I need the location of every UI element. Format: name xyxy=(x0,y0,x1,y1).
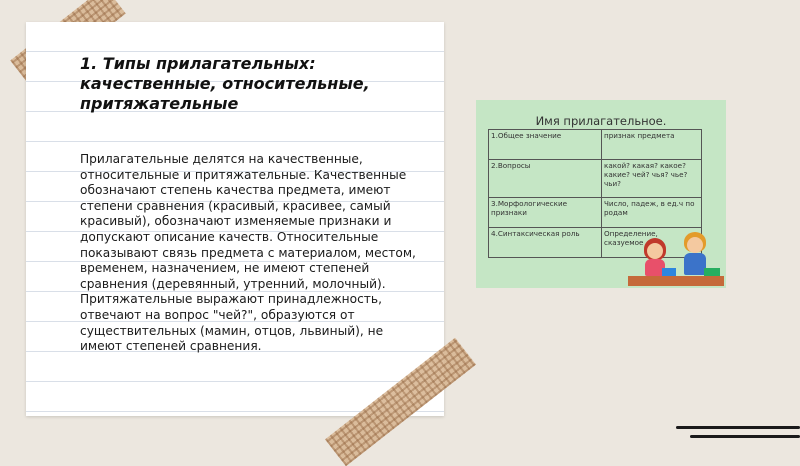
slide-body-text: Прилагательные делятся на качественные, относительные и притяжательные. Качественные обозначают степень качества предмета, имеют степени сравнения (красивый, красивее, самый красивый), обозначают изменяемые признаки и допускают описание качеств. Относительные показывают связь предмета с материалом, местом, временем, назначением, не имеют степеней сравнения (деревянный, утренний, молочный). Притяжательные выражают принадлежность, отвечают на вопрос "чей?", образуются от существительных (мамин, отцов, львиный), не имеют степеней сравнения. xyxy=(80,152,416,354)
table-row xyxy=(489,160,702,198)
table-row xyxy=(489,198,702,228)
table-row xyxy=(489,228,702,258)
desk-shape xyxy=(628,276,724,286)
adjective-table-image xyxy=(476,100,726,288)
table-cell: 1.Общее значение xyxy=(489,130,602,160)
adjective-table xyxy=(488,129,702,258)
decorative-line xyxy=(676,426,800,429)
table-cell: 3.Морфологические признаки xyxy=(489,198,602,228)
table-cell: Определение, сказуемое xyxy=(602,228,702,258)
book-shape xyxy=(704,268,720,276)
table-row xyxy=(489,130,702,160)
slide-title: 1. Типы прилагательных: качественные, относительные, притяжательные xyxy=(80,54,370,113)
table-cell: какой? какая? какое? какие? чей? чья? чье? чьи? xyxy=(602,160,702,198)
book-shape xyxy=(662,268,676,276)
table-cell: Число, падеж, в ед.ч по родам xyxy=(602,198,702,228)
table-cell: признак предмета xyxy=(602,130,702,160)
table-cell: 2.Вопросы xyxy=(489,160,602,198)
decorative-line xyxy=(690,435,800,438)
table-cell: 4.Синтаксическая роль xyxy=(489,228,602,258)
image-title: Имя прилагательное. xyxy=(535,114,667,128)
